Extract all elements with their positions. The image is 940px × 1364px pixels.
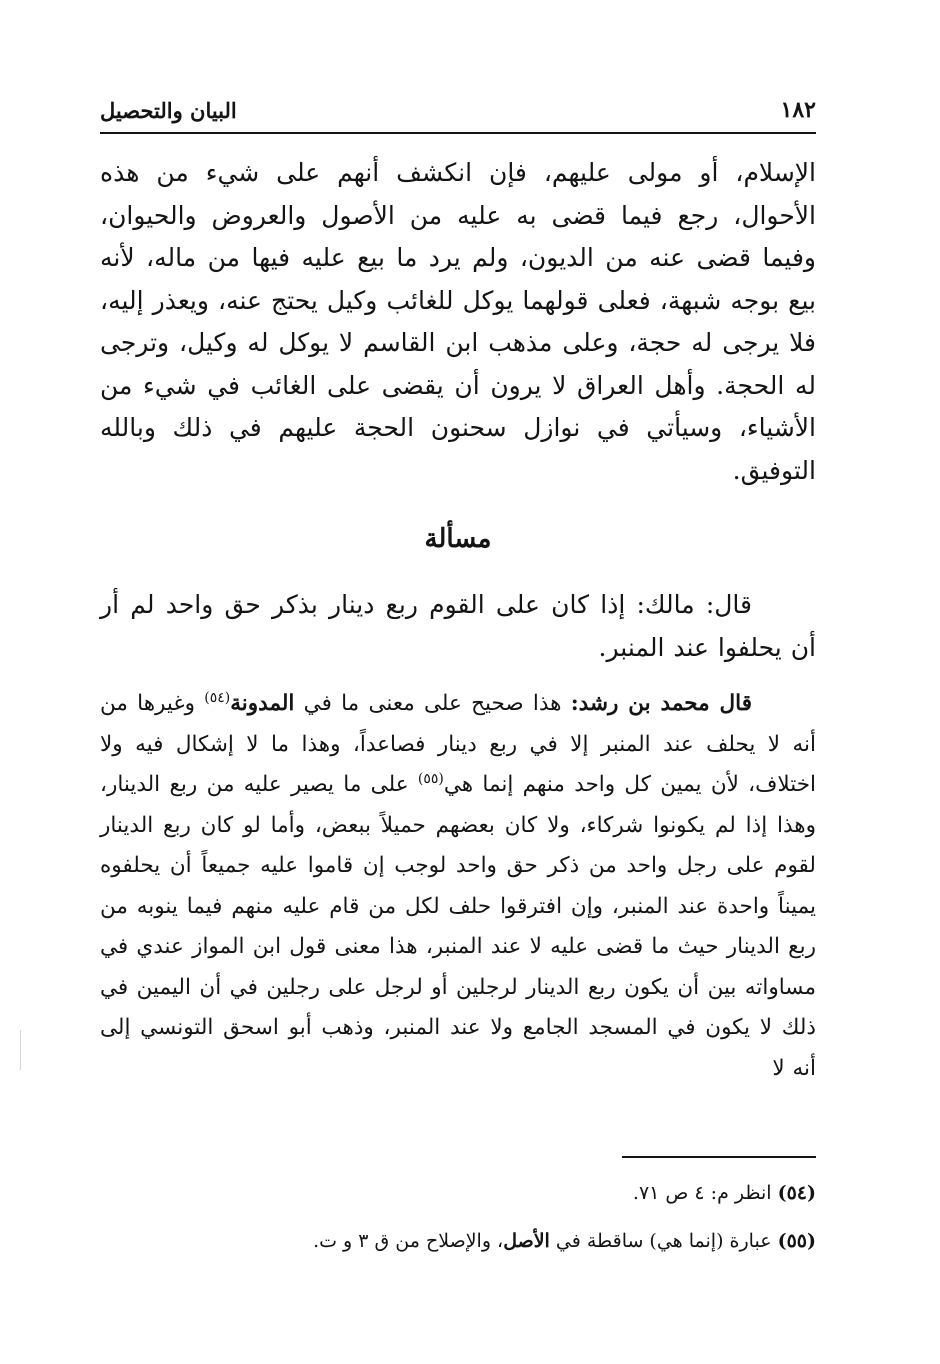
footnote-divider (622, 1156, 816, 1158)
paragraph-3 (100, 684, 816, 1089)
footnote-ref-54: (٥٤) (204, 690, 231, 706)
scan-edge-mark (20, 1030, 21, 1070)
book-title: البيان والتحصيل (100, 97, 237, 123)
page-header (100, 92, 816, 128)
footnote-bold-word: الأصل (503, 1230, 550, 1252)
page-number: ١٨٢ (780, 97, 816, 123)
footnote-text-end: ، والإصلاح من ق ٣ و ت. (313, 1230, 504, 1252)
paragraph-3-part-2: وغيرها من أنه لا يحلف عند المنبر إلا في ربع دينار فصاعداً، وهذا ما لا إشكال فيه ولا اختلاف، لأن يمين كل واحد منهم إنما هي (100, 691, 816, 797)
commentary-lead: قال محمد بن رشد: (570, 691, 752, 716)
paragraph-1: الإسلام، أو مولى عليهم، فإن انكشف أنهم على شيء من هذه الأحوال، رجع فيما قضى به عليه من الأصول والعروض والحيوان، وفيما قضى عنه من الديون، ولم يرد ما بيع عليه فيها من ماله، لأنه بيع بوجه شبهة، فعلى قولهما يوكل للغائب وكيل يحتج عنه، ويعذر إليه، فلا يرجى له حجة، وعلى مذهب ابن القاسم لا يوكل له وكيل، وترجى له الحجة. وأهل العراق لا يرون أن يقضى على الغائب في شيء من الأشياء، وسيأتي في نوازل سحنون الحجة عليهم في ذلك وبالله التوفيق. (100, 158, 816, 485)
paragraph-3-part-3: على ما يصير عليه من ربع الدينار، وهذا إذا لم يكونوا شركاء، ولا كان بعضهم حميلاً ببعض، وأما لو كان ربع الدينار لقوم على رجل واحد من ذكر حق واحد لوجب إن قاموا عليه جميعاً أن يحلفوه يميناً واحدة عند المنبر، وإن افترقوا حلف لكل من قام عليه منهم فيما ينوبه من ربع الدينار حيث ما قضى عليه لا عند المنبر، هذا معنى قول ابن المواز عندي في مساواته بين أن يكون ربع الدينار لرجلين أو لرجل على رجلين في أن اليمين في ذلك لا يكون في المسجد الجامع ولا عند المنبر، وذهب أبو اسحق التونسي إلى أنه لا (100, 772, 816, 1081)
mudawwana-word: المدونة (230, 691, 295, 716)
section-heading: مسألة (424, 524, 492, 554)
footnote-text: عبارة (إنما هي) ساقطة في (555, 1230, 772, 1252)
footnote-55 (100, 1226, 816, 1256)
footnote-number: (٥٤) (777, 1182, 816, 1204)
footnote-text: انظر م: ٤ ص ٧١. (632, 1182, 772, 1204)
paragraph-2: قال: مالك: إذا كان على القوم ربع دينار بذكر حق واحد لم أر أن يحلفوا عند المنبر. (100, 590, 816, 662)
header-divider (100, 132, 816, 134)
footnote-number: (٥٥) (777, 1230, 816, 1252)
paragraph-3-part-1: هذا صحيح على معنى ما في (303, 691, 562, 716)
footnote-ref-55: (٥٥) (417, 771, 444, 787)
footnote-54 (100, 1178, 816, 1208)
